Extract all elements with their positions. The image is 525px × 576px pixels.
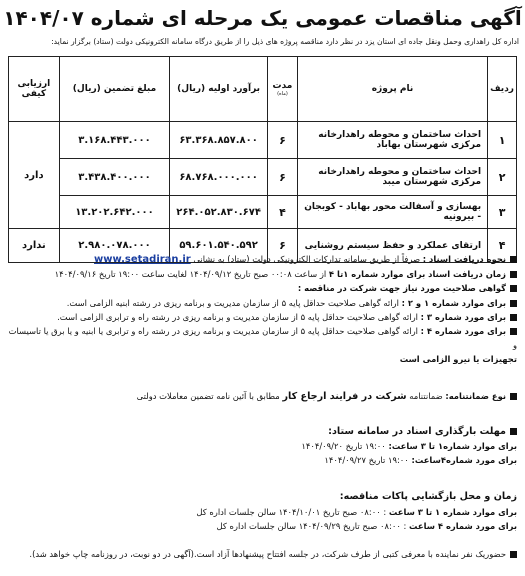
guarantee-type-text-c: مطابق با آئین نامه تضمین معاملات دولتی (136, 390, 280, 401)
guarantee-type-line (8, 389, 517, 404)
row-number: ۱ (488, 122, 517, 159)
bullet-icon (510, 551, 517, 558)
opening-4-line (8, 519, 517, 533)
guarantee: ۳.۴۳۸.۴۰۰.۰۰۰ (59, 159, 169, 196)
header-project-name: نام پروژه (297, 57, 487, 122)
opening-4-text: : ۰۸:۰۰ صبح تاریخ ۱۴۰۴/۰۹/۲۹ سالن جلسات اداره کل (216, 520, 407, 531)
estimate: ۵۹.۶۰۱.۵۴۰.۵۹۲ (170, 229, 268, 263)
duration: ۶ (268, 122, 298, 159)
row-number: ۳ (488, 196, 517, 229)
header-qualification: ارزیابی کیفی (9, 57, 60, 122)
header-guarantee: مبلغ تضمین (ریال) (59, 57, 169, 122)
duration: ۶ (268, 159, 298, 196)
estimate: ۶۳.۳۶۸.۸۵۷.۸۰۰ (170, 122, 268, 159)
opening-1-3-line (8, 505, 517, 519)
doc-receive-text: صرفاً از طریق سامانه تدارکات الکترونیکی دولت (ستاد) به نشانی (193, 254, 421, 264)
header-estimate: برآورد اولیه (ریال) (170, 57, 268, 122)
opening-4-label: برای مورد شماره ۴ ساعت (409, 520, 517, 531)
upload-4-line (8, 453, 517, 467)
page-title: آگهی مناقصات عمومی یک مرحله ای شماره ۱۴۰۴/۰۷ (3, 6, 522, 30)
qual-1-2-label: برای موارد شماره ۱ و ۲ : (401, 297, 506, 308)
bullet-icon (510, 271, 517, 278)
bullet-icon (510, 428, 517, 435)
opening-heading (8, 489, 517, 504)
intro-text: اداره کل راهداری وحمل ونقل جاده ای استان یزد در نظر دارد مناقصه پروژه های ذیل را از طریق درگاه سامانه الکترونیکی دولت (ستاد) برگزار نماید: (51, 37, 519, 46)
qualification-no: ندارد (9, 229, 60, 263)
guarantee-type-label: نوع ضمانتنامه: (445, 390, 506, 401)
bullet-icon (510, 285, 517, 292)
bullet-icon (510, 393, 517, 400)
bullet-icon (510, 300, 517, 307)
upload-1-3-text: ۱۹:۰۰ تاریخ ۱۴۰۴/۰۹/۲۰ (301, 441, 386, 452)
upload-1-3-label: برای موارد شماره۱ تا ۳ ساعت: (388, 441, 517, 452)
upload-deadline-heading (8, 424, 517, 439)
guarantee-type-text-b: شرکت در فرایند ارجاع کار (282, 390, 407, 402)
qual-4-label: برای مورد شماره ۴ : (420, 326, 506, 337)
qual-1-2-line (8, 296, 517, 310)
opening-label: زمان و محل بازگشایی پاکات مناقصه: (339, 491, 517, 503)
guarantee-type-text-a: ضمانتنامه (409, 390, 443, 401)
header-duration (268, 57, 298, 122)
estimate: ۲۶۴.۰۵۲.۸۳۰.۶۷۴ (170, 196, 268, 229)
guarantee: ۳.۱۶۸.۴۴۳.۰۰۰ (59, 122, 169, 159)
project-name: ارتقای عملکرد و حفظ سیستم روشنایی (297, 229, 487, 263)
duration: ۶ (268, 229, 298, 263)
qual-3-label: برای مورد شماره ۳ : (420, 311, 506, 322)
qual-3-line (8, 310, 517, 324)
upload-1-3-line (8, 439, 517, 453)
project-name: احداث ساختمان و محوطه راهدارخانه مرکزی شهرستان بهاباد (297, 122, 487, 159)
doc-time-text: از ساعت ۰۰:۰۸ صبح تاریخ ۱۴۰۴/۰۹/۱۲ لغایت ساعت ۱۹:۰۰ تاریخ ۱۴۰۴/۰۹/۱۶ (54, 269, 327, 280)
doc-receive-label: نحوه دریافت اسناد : (422, 254, 506, 264)
qual-4-text: ارائه گواهی صلاحیت حداقل پایه ۵ از سازمان مدیریت و برنامه ریزی در رشته راه و ترابری یا ابنیه و یا برق یا تاسیسات و (8, 326, 517, 351)
header-duration-unit: (ماه) (277, 91, 288, 97)
qual-4-line (8, 324, 517, 352)
upload-4-label: برای مورد شماره۴ساعت: (411, 455, 517, 466)
project-name: احداث ساختمان و محوطه راهدارخانه مرکزی شهرستان میبد (297, 159, 487, 196)
upload-deadline-label: مهلت بارگذاری اسناد در سامانه ستاد: (328, 425, 506, 437)
guarantee: ۱۳.۲۰۲.۶۴۲.۰۰۰ (59, 196, 169, 229)
setadiran-link[interactable]: www.setadiran.ir (94, 254, 191, 265)
footer-note (8, 547, 517, 561)
bullet-icon (510, 314, 517, 321)
notice-body (8, 252, 517, 561)
doc-time-label: زمان دریافت اسناد برای موارد شماره ۱تا ۴ (328, 269, 506, 280)
qual-1-2-text: ارائه گواهی صلاحیت حداقل پایه ۵ از سازمان مدیریت و برنامه ریزی در رشته ابنیه الزامی است. (66, 297, 399, 308)
header-duration-label: مدت (272, 81, 293, 91)
header-row-number: ردیف (488, 57, 517, 122)
doc-receive-line (8, 252, 517, 267)
table-row (9, 196, 517, 229)
table-row (9, 159, 517, 196)
qualification-yes: دارد (9, 122, 60, 229)
qualification-label: گواهی صلاحیت مورد نیاز جهت شرکت در مناقصه : (297, 283, 506, 294)
bullet-icon (510, 328, 517, 335)
table-header-row (9, 57, 517, 122)
project-name: بهسازی و آسفالت محور بهاباد - کوبجان - بیرونیه (297, 196, 487, 229)
footer-text: حضوریک نفر نماینده با معرفی کتبی از طرف شرکت، در جلسه افتتاح پیشنهادها آزاد است.(آگهی در دو نوبت، در روزنامه چاپ خواهد شد). (29, 549, 506, 560)
qualification-heading (8, 281, 517, 295)
estimate: ۶۸.۷۶۸.۰۰۰.۰۰۰ (170, 159, 268, 196)
duration: ۴ (268, 196, 298, 229)
table-row (9, 122, 517, 159)
row-number: ۴ (488, 229, 517, 263)
opening-1-3-label: برای موارد شماره ۱ تا ۳ ساعت (388, 506, 517, 517)
bullet-icon (510, 256, 517, 263)
guarantee: ۲.۹۸۰.۰۷۸.۰۰۰ (59, 229, 169, 263)
qual-4-text-continued: تجهیزات یا نیرو الزامی است (399, 354, 517, 365)
doc-time-line (8, 267, 517, 281)
row-number: ۲ (488, 159, 517, 196)
opening-1-3-text: : ۰۸:۰۰ صبح تاریخ ۱۴۰۴/۱۰/۰۱ سالن جلسات اداره کل (196, 506, 387, 517)
upload-4-text: ۱۹:۰۰ تاریخ ۱۴۰۴/۰۹/۲۷ (324, 455, 409, 466)
tender-table (8, 56, 517, 263)
qual-3-text: ارائه گواهی صلاحیت حداقل پایه ۵ از سازمان مدیریت و برنامه ریزی در رشته راه و ترابری الزامی است. (57, 311, 418, 322)
